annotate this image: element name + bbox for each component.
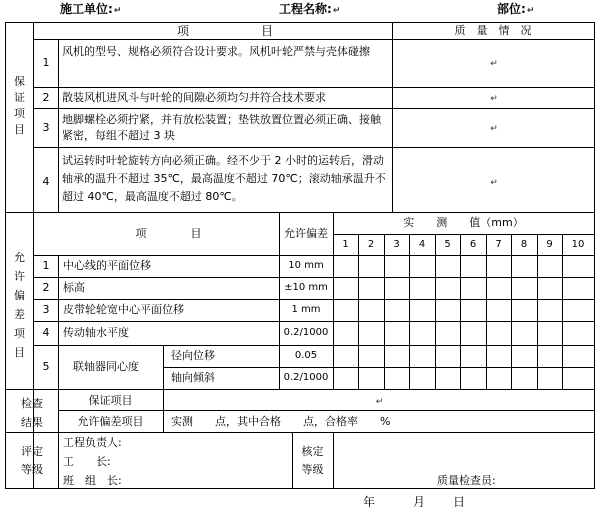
measure-col-header: 1 — [342, 239, 349, 250]
evaluation-side-label: 评定 等级 — [21, 445, 43, 476]
deviation-subrow-item: 径向位移 — [171, 349, 215, 362]
result-guarantee-label: 保证项目 — [88, 394, 133, 407]
deviation-allow-header: 允许偏差 — [284, 227, 328, 240]
result-allow-value: 实测 点，其中合格 点，合格率 % — [171, 415, 391, 428]
deviation-row-allow: ±10 mm — [284, 282, 328, 293]
inspector-label: 质量检查员: — [437, 474, 496, 487]
deviation-measured-header: 实 测 值（mm） — [403, 216, 524, 229]
guarantee-row-text: 风机的型号、规格必须符合设计要求。风机叶轮严禁与壳体碰擦 — [62, 45, 370, 58]
project-name-label: 工程名称:↵ — [279, 2, 341, 16]
construction-unit-label: 施工单位:↵ — [60, 2, 122, 16]
guarantee-row-no: 3 — [42, 121, 50, 134]
foreman-label: 工 长: — [63, 455, 111, 468]
guarantee-row-no: 4 — [42, 175, 50, 188]
deviation-row-no: 3 — [42, 303, 50, 316]
date-day: 日 — [453, 495, 466, 509]
project-leader-label: 工程负责人: — [63, 436, 122, 449]
deviation-row-no: 5 — [42, 360, 50, 373]
deviation-row-allow: 0.2/1000 — [283, 327, 329, 338]
result-allow-label: 允许偏差项目 — [77, 415, 144, 428]
deviation-item-header: 项 目 — [135, 227, 202, 240]
verify-grade-label: 核定 等级 — [301, 445, 324, 476]
deviation-row-no: 1 — [42, 259, 50, 272]
measure-col-header: 6 — [469, 239, 477, 250]
guarantee-row-quality: ↵ — [490, 94, 498, 104]
measure-col-header: 8 — [520, 239, 528, 250]
deviation-subrow-allow: 0.2/1000 — [283, 372, 329, 383]
deviation-row-item: 传动轴水平度 — [63, 326, 129, 339]
deviation-subrow-item: 轴向倾斜 — [171, 371, 215, 384]
guarantee-quality-header: 质 量 情 况 — [454, 24, 532, 37]
deviation-row-allow: 10 mm — [288, 260, 324, 271]
measure-col-header: 4 — [418, 239, 426, 250]
measure-col-header: 2 — [367, 239, 375, 250]
measure-col-header: 5 — [444, 239, 451, 250]
deviation-row-item: 皮带轮轮宽中心平面位移 — [63, 303, 184, 316]
date-year: 年 — [363, 495, 376, 509]
deviation-row-no: 4 — [42, 326, 50, 339]
deviation-row-item: 中心线的平面位移 — [63, 259, 151, 272]
guarantee-row-no: 2 — [42, 91, 50, 104]
guarantee-row-text: 地脚螺栓必须拧紧，并有放松装置；垫铁放置位置必须正确、接触紧密，每组不超过 3 块 — [62, 113, 381, 142]
guarantee-row-quality: ↵ — [490, 178, 498, 188]
deviation-subrow-allow: 0.05 — [294, 350, 318, 361]
deviation-row-no: 2 — [42, 281, 50, 294]
measure-col-header: 9 — [546, 239, 553, 250]
deviation-row-item: 标高 — [63, 281, 85, 294]
guarantee-side-label: 保 证 项 目 — [14, 75, 25, 136]
result-guarantee-value: ↵ — [375, 397, 384, 407]
measure-col-header: 10 — [571, 239, 585, 250]
guarantee-row-text: 试运转时叶轮旋转方向必须正确。经不少于 2 小时的运转后，滑动轴承的温升不超过 35℃，最高温度不超过 70℃；滚动轴承温升不超过 40℃，最高温度不超过 80℃。 — [62, 154, 386, 203]
team-leader-label: 班 组 长: — [63, 474, 122, 487]
result-side-label: 检查 结果 — [21, 397, 43, 429]
measure-col-header: 7 — [495, 239, 502, 250]
guarantee-row-quality: ↵ — [490, 59, 498, 69]
deviation-side-label: 允 许 偏 差 项 目 — [14, 251, 25, 359]
measure-col-header: 3 — [393, 239, 400, 250]
guarantee-row-text: 散装风机进风斗与叶轮的间隙必须均匀并符合技术要求 — [62, 91, 326, 104]
date-month: 月 — [413, 495, 426, 509]
guarantee-item-header: 项 目 — [176, 24, 273, 38]
deviation-row-item: 联轴器同心度 — [73, 360, 139, 373]
location-label: 部位:↵ — [497, 2, 535, 16]
guarantee-row-quality: ↵ — [490, 124, 498, 134]
guarantee-row-no: 1 — [42, 56, 50, 69]
deviation-row-allow: 1 mm — [291, 304, 321, 315]
